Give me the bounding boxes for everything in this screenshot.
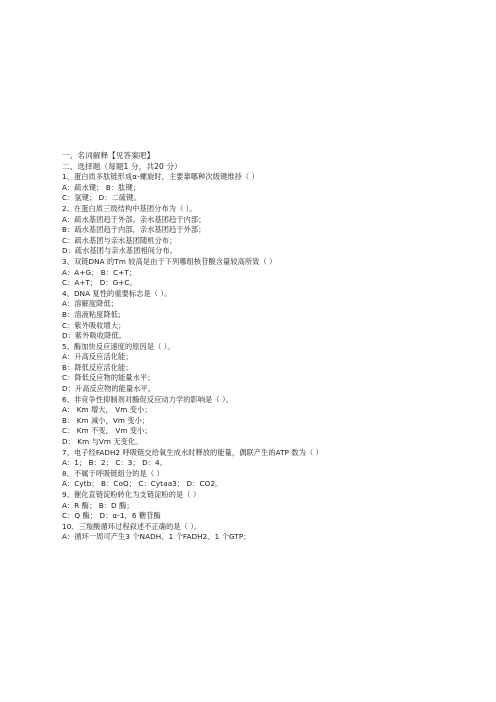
- option-line: B：疏水基团趋于内部，亲水基团趋于外部；: [62, 225, 206, 235]
- question-line: 7、电子经FADH2 呼吸链交给氧生成水时释放的能量，偶联产生的ATP 数为（ ）: [62, 447, 323, 457]
- option-line: C：Q 酶； D：α-1，6 糖苷酶: [62, 511, 161, 521]
- option-line: D：疏水基团与亲水基团相间分布。: [62, 246, 177, 256]
- question-line: 10、三羧酸循环过程叙述不正确的是（ ）。: [62, 521, 202, 531]
- option-line: A：溶解度降低；: [62, 299, 119, 309]
- question-line: 3、双链DNA 的Tm 较高是由于下列哪组核苷酸含量较高所致（ ）: [62, 256, 277, 266]
- question-line: 8、不属于呼吸链组分的是（ ）: [62, 468, 164, 478]
- question-line: 5、酶加快反应速度的原因是（ ）。: [62, 341, 175, 351]
- option-line: C： Km 不变， Vm 变小；: [62, 426, 152, 436]
- question-line: 4、DNA 复性的重要标志是（ ）。: [62, 288, 172, 298]
- question-line: 1、蛋白质多肽链形成α-螺旋时，主要靠哪种次级键维持（ ）: [62, 172, 259, 182]
- option-line: A：疏水基团趋于外部，亲水基团趋于内部；: [62, 214, 206, 224]
- question-line: 2、在蛋白质三级结构中基团分布为（ ）。: [62, 203, 197, 213]
- option-line: A：循环一周可产生3 个NADH、1 个FADH2、1 个GTP；: [62, 532, 251, 542]
- document-body: [62, 151, 482, 543]
- option-line: B：溶液粘度降低；: [62, 309, 126, 319]
- question-line: 9、催化直链淀粉转化为支链淀粉的是（ ）: [62, 490, 201, 499]
- option-line: A：Cytb； B：CoQ； C：Cytaa3； D：CO2。: [62, 479, 223, 489]
- section-heading: 一、名词解释【见答案吧】: [62, 151, 155, 160]
- option-line: D：紫外吸收降低。: [62, 331, 126, 341]
- option-line: A：1； B：2； C：3； D：4。: [62, 458, 167, 468]
- question-line: 6、非竞争性抑制剂对酶促反应动力学的影响是（ ）。: [62, 394, 234, 404]
- option-line: A：疏水键； B：肽键；: [62, 182, 141, 192]
- option-line: D：升高反应物的能量水平。: [62, 384, 156, 394]
- option-line: A： Km 增大， Vm 变小；: [62, 405, 152, 415]
- option-line: A：升高反应活化能；: [62, 352, 133, 362]
- option-line: C：紫外吸收增大；: [62, 320, 126, 330]
- option-line: B：降低反应活化能；: [62, 362, 133, 372]
- option-line: B： Km 减小，Vm 变小；: [62, 415, 150, 425]
- option-line: C：疏水基团与亲水基团随机分布；: [62, 235, 177, 245]
- section-heading: 二、选择题（每题1 分，共20 分）: [62, 161, 182, 171]
- option-line: C：降低反应物的能量水平；: [62, 373, 155, 383]
- option-line: A：R 酶； B：D 酶；: [62, 500, 134, 510]
- option-line: A：A+G； B：C+T；: [62, 267, 137, 277]
- option-line: C：A+T； D：G+C。: [62, 278, 137, 288]
- option-line: D： Km 与Vm 无变化。: [62, 437, 143, 447]
- option-line: C：氢键； D：二硫键。: [62, 193, 141, 203]
